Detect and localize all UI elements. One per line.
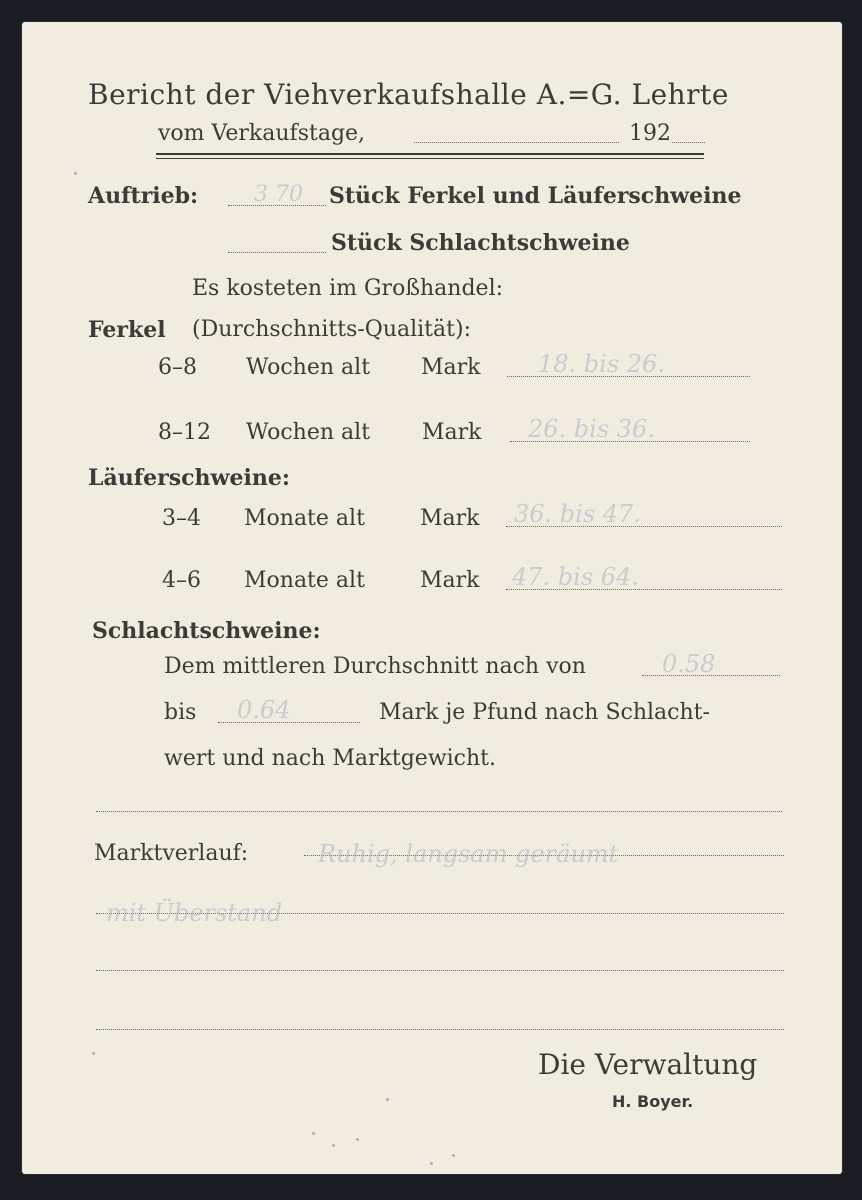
ferkel-row2-currency: Mark [422, 420, 482, 445]
paper-speck [430, 1162, 433, 1165]
year-field[interactable] [672, 142, 705, 143]
report-title: Bericht der Viehverkaufshalle A.=G. Lehrte [88, 78, 729, 111]
paper-speck [74, 172, 77, 175]
paper-speck [452, 1154, 455, 1157]
header-rule-top [156, 153, 704, 155]
laeufer-row2-currency: Mark [420, 568, 480, 593]
ferkel-heading: Ferkel [88, 317, 166, 343]
report-card [22, 22, 842, 1174]
ferkel-row1-unit: Wochen alt [246, 355, 371, 380]
schlacht-heading: Schlachtschweine: [92, 618, 321, 644]
paper-speck [312, 1132, 315, 1135]
ferkel-row1-written: 18. bis 26. [538, 350, 665, 378]
laeufer-heading: Läuferschweine: [88, 465, 290, 491]
marktverlauf-label: Marktverlauf: [94, 841, 249, 866]
year-label: 192 [629, 121, 671, 146]
prices-intro: Es kosteten im Großhandel: [192, 276, 504, 301]
paper-speck [386, 1098, 389, 1101]
marktverlauf-written-2: mit Überstand [106, 899, 283, 927]
auftrieb-label: Auftrieb: [88, 183, 199, 209]
auftrieb-ferkel-written: 3 70 [254, 182, 303, 207]
laeufer-row1-unit: Monate alt [244, 506, 365, 531]
marktverlauf-field-3[interactable] [96, 970, 784, 971]
signoff: Die Verwaltung [538, 1048, 758, 1081]
laeufer-row2-written: 47. bis 64. [512, 563, 639, 591]
auftrieb-line2: Stück Schlachtschweine [331, 230, 630, 256]
schlacht-line1: Dem mittleren Durchschnitt nach von [164, 654, 586, 679]
ferkel-row2-written: 26. bis 36. [528, 415, 655, 443]
auftrieb-line1: Stück Ferkel und Läuferschweine [329, 183, 742, 209]
paper-speck [92, 1052, 95, 1055]
paper-speck [332, 1144, 335, 1147]
schlacht-bis-label: bis [164, 700, 197, 725]
laeufer-row1-age: 3–4 [162, 506, 201, 531]
date-label: vom Verkaufstage, [158, 121, 366, 146]
schlacht-line3: wert und nach Marktgewicht. [164, 746, 497, 771]
laeufer-row1-currency: Mark [420, 506, 480, 531]
date-field[interactable] [414, 142, 619, 143]
auftrieb-schlacht-field[interactable] [228, 252, 326, 253]
laeufer-row2-unit: Monate alt [244, 568, 365, 593]
ferkel-row1-age: 6–8 [158, 355, 197, 380]
marktverlauf-written-1: Ruhig, langsam geräumt [318, 840, 619, 868]
ferkel-heading-note: (Durchschnitts-Qualität): [192, 317, 471, 342]
blank-line[interactable] [96, 811, 782, 812]
ferkel-row2-unit: Wochen alt [246, 420, 371, 445]
schlacht-from-written: 0.58 [662, 650, 716, 678]
schlacht-to-written: 0.64 [237, 696, 291, 724]
laeufer-row2-age: 4–6 [162, 568, 201, 593]
paper-speck [356, 1138, 359, 1141]
laeufer-row1-written: 36. bis 47. [514, 500, 641, 528]
ferkel-row1-currency: Mark [421, 355, 481, 380]
marktverlauf-field-4[interactable] [96, 1029, 784, 1030]
ferkel-row2-age: 8–12 [158, 420, 211, 445]
signer-name: H. Boyer. [612, 1092, 694, 1111]
header-rule-bottom [156, 158, 704, 159]
schlacht-line2-suffix: Mark je Pfund nach Schlacht- [379, 700, 710, 725]
